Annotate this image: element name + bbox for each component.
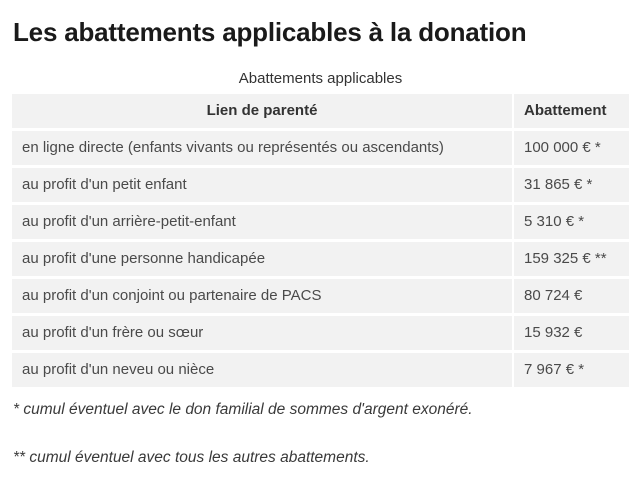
allowances-table	[12, 94, 629, 390]
relation-cell: au profit d'une personne handicapée	[12, 242, 514, 279]
table-row	[12, 131, 629, 168]
table-row	[12, 168, 629, 205]
column-header-relation: Lien de parenté	[12, 94, 514, 131]
footnote-2: ** cumul éventuel avec tous les autres abattements.	[13, 449, 370, 466]
table-row	[12, 205, 629, 242]
allowance-cell: 100 000 € *	[514, 131, 629, 168]
table-row	[12, 316, 629, 353]
table-row	[12, 242, 629, 279]
relation-cell: au profit d'un arrière-petit-enfant	[12, 205, 514, 242]
footnotes	[13, 401, 639, 467]
footnote-1: * cumul éventuel avec le don familial de sommes d'argent exonéré.	[13, 401, 473, 418]
page-title: Les abattements applicables à la donation	[13, 17, 527, 47]
column-header-allowance: Abattement	[514, 94, 629, 131]
allowance-cell: 7 967 € *	[514, 353, 629, 390]
allowance-cell: 159 325 € **	[514, 242, 629, 279]
table-row	[12, 353, 629, 390]
allowance-cell: 5 310 € *	[514, 205, 629, 242]
relation-cell: au profit d'un conjoint ou partenaire de PACS	[12, 279, 514, 316]
relation-cell: en ligne directe (enfants vivants ou représentés ou ascendants)	[12, 131, 514, 168]
allowance-cell: 80 724 €	[514, 279, 629, 316]
allowance-cell: 15 932 €	[514, 316, 629, 353]
table-caption: Abattements applicables	[238, 70, 403, 87]
relation-cell: au profit d'un neveu ou nièce	[12, 353, 514, 390]
allowance-cell: 31 865 € *	[514, 168, 629, 205]
relation-cell: au profit d'un frère ou sœur	[12, 316, 514, 353]
table-row	[12, 279, 629, 316]
table-header-row	[12, 94, 629, 131]
relation-cell: au profit d'un petit enfant	[12, 168, 514, 205]
